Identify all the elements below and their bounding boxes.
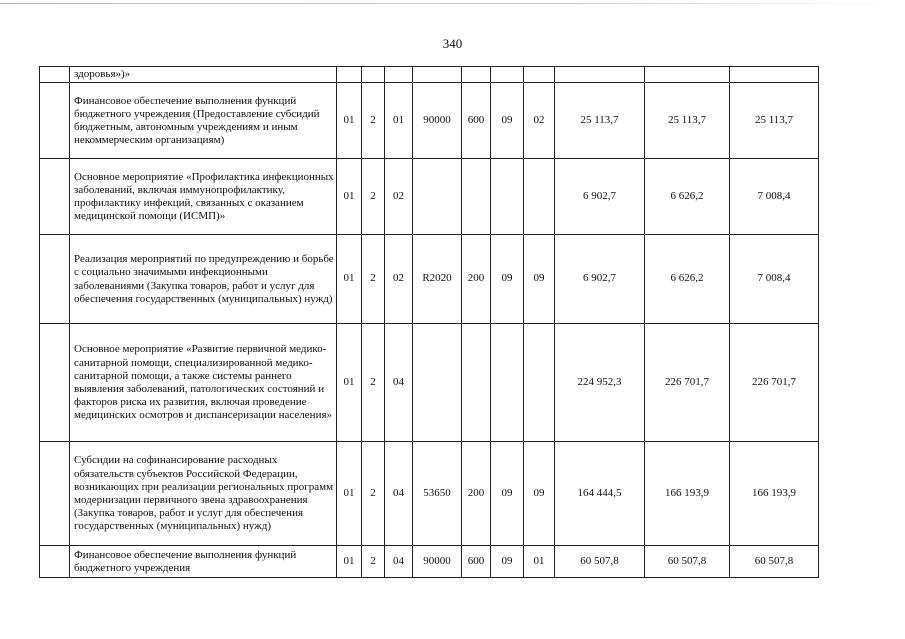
subsection-code	[524, 67, 555, 83]
program-code: 01	[337, 235, 362, 324]
expense-type-code	[462, 159, 491, 235]
section-code: 09	[491, 235, 524, 324]
subprogram-code: 2	[362, 159, 385, 235]
program-code: 01	[337, 442, 362, 546]
direction-code	[413, 324, 462, 442]
table-row	[40, 442, 819, 546]
amount-year-2: 25 113,7	[645, 83, 730, 159]
row-number-cell	[40, 235, 70, 324]
row-description: Финансовое обеспечение выполнения функций бюджетного учреждения	[70, 546, 337, 578]
subprogram-code: 2	[362, 83, 385, 159]
expense-type-code	[462, 67, 491, 83]
amount-year-2: 166 193,9	[645, 442, 730, 546]
activity-code: 02	[385, 235, 413, 324]
subprogram-code: 2	[362, 235, 385, 324]
program-code	[337, 67, 362, 83]
section-code	[491, 67, 524, 83]
program-code: 01	[337, 83, 362, 159]
amount-year-3: 25 113,7	[730, 83, 819, 159]
amount-year-1: 224 952,3	[555, 324, 645, 442]
amount-year-1: 25 113,7	[555, 83, 645, 159]
subsection-code: 02	[524, 83, 555, 159]
amount-year-2: 226 701,7	[645, 324, 730, 442]
section-code: 09	[491, 83, 524, 159]
subprogram-code: 2	[362, 546, 385, 578]
activity-code: 01	[385, 83, 413, 159]
amount-year-3: 7 008,4	[730, 235, 819, 324]
subprogram-code: 2	[362, 442, 385, 546]
program-code: 01	[337, 546, 362, 578]
expense-type-code	[462, 324, 491, 442]
activity-code: 04	[385, 324, 413, 442]
amount-year-1: 60 507,8	[555, 546, 645, 578]
table-row	[40, 83, 819, 159]
section-code	[491, 159, 524, 235]
row-number-cell	[40, 546, 70, 578]
subsection-code	[524, 324, 555, 442]
amount-year-3: 7 008,4	[730, 159, 819, 235]
row-number-cell	[40, 159, 70, 235]
expense-type-code: 600	[462, 546, 491, 578]
row-description: здоровья»)»	[70, 67, 337, 83]
amount-year-3: 60 507,8	[730, 546, 819, 578]
subprogram-code	[362, 67, 385, 83]
activity-code: 04	[385, 546, 413, 578]
activity-code: 04	[385, 442, 413, 546]
expense-type-code: 600	[462, 83, 491, 159]
subsection-code: 09	[524, 235, 555, 324]
row-number-cell	[40, 442, 70, 546]
row-number-cell	[40, 324, 70, 442]
direction-code: 90000	[413, 546, 462, 578]
section-code: 09	[491, 546, 524, 578]
activity-code	[385, 67, 413, 83]
table-row	[40, 324, 819, 442]
expense-type-code: 200	[462, 442, 491, 546]
direction-code: R2020	[413, 235, 462, 324]
table-body	[40, 67, 819, 578]
direction-code	[413, 159, 462, 235]
expense-type-code: 200	[462, 235, 491, 324]
table-row	[40, 546, 819, 578]
amount-year-1: 6 902,7	[555, 159, 645, 235]
section-code: 09	[491, 442, 524, 546]
table-row	[40, 159, 819, 235]
table-row	[40, 67, 819, 83]
budget-table	[39, 66, 819, 578]
direction-code: 53650	[413, 442, 462, 546]
amount-year-1: 6 902,7	[555, 235, 645, 324]
section-code	[491, 324, 524, 442]
row-description: Основное мероприятие «Профилактика инфекционных заболеваний, включая иммунопрофилактику, профилактику инфекций, связанных с оказанием медицинской помощи (ИСМП)»	[70, 159, 337, 235]
amount-year-3	[730, 67, 819, 83]
page-number: 340	[442, 36, 463, 51]
amount-year-1: 164 444,5	[555, 442, 645, 546]
row-description: Реализация мероприятий по предупреждению и борьбе с социально значимыми инфекционными заболеваниями (Закупка товаров, работ и услуг для обеспечения государственных (муниципальных) нужд)	[70, 235, 337, 324]
direction-code: 90000	[413, 83, 462, 159]
subprogram-code: 2	[362, 324, 385, 442]
amount-year-3: 226 701,7	[730, 324, 819, 442]
amount-year-1	[555, 67, 645, 83]
table-row	[40, 235, 819, 324]
amount-year-2	[645, 67, 730, 83]
row-description: Основное мероприятие «Развитие первичной медико-санитарной помощи, специализированной медико-санитарной помощи, а также системы раннего выявления заболеваний, патологических состояний и факторов риска их развития, включая проведение медицинских осмотров и диспансеризации населения»	[70, 324, 337, 442]
row-number-cell	[40, 83, 70, 159]
activity-code: 02	[385, 159, 413, 235]
amount-year-2: 6 626,2	[645, 159, 730, 235]
direction-code	[413, 67, 462, 83]
scan-edge-line	[0, 3, 905, 4]
row-description: Субсидии на софинансирование расходных обязательств субъектов Российской Федерации, возникающих при реализации региональных программ модернизации первичного звена здравоохранения (Закупка товаров, работ и услуг для обеспечения государственных (муниципальных) нужд)	[70, 442, 337, 546]
program-code: 01	[337, 159, 362, 235]
row-number-cell	[40, 67, 70, 83]
subsection-code	[524, 159, 555, 235]
program-code: 01	[337, 324, 362, 442]
amount-year-2: 60 507,8	[645, 546, 730, 578]
amount-year-3: 166 193,9	[730, 442, 819, 546]
subsection-code: 09	[524, 442, 555, 546]
subsection-code: 01	[524, 546, 555, 578]
row-description: Финансовое обеспечение выполнения функций бюджетного учреждения (Предоставление субсидий бюджетным, автономным учреждениям и иным некоммерческим организациям)	[70, 83, 337, 159]
amount-year-2: 6 626,2	[645, 235, 730, 324]
